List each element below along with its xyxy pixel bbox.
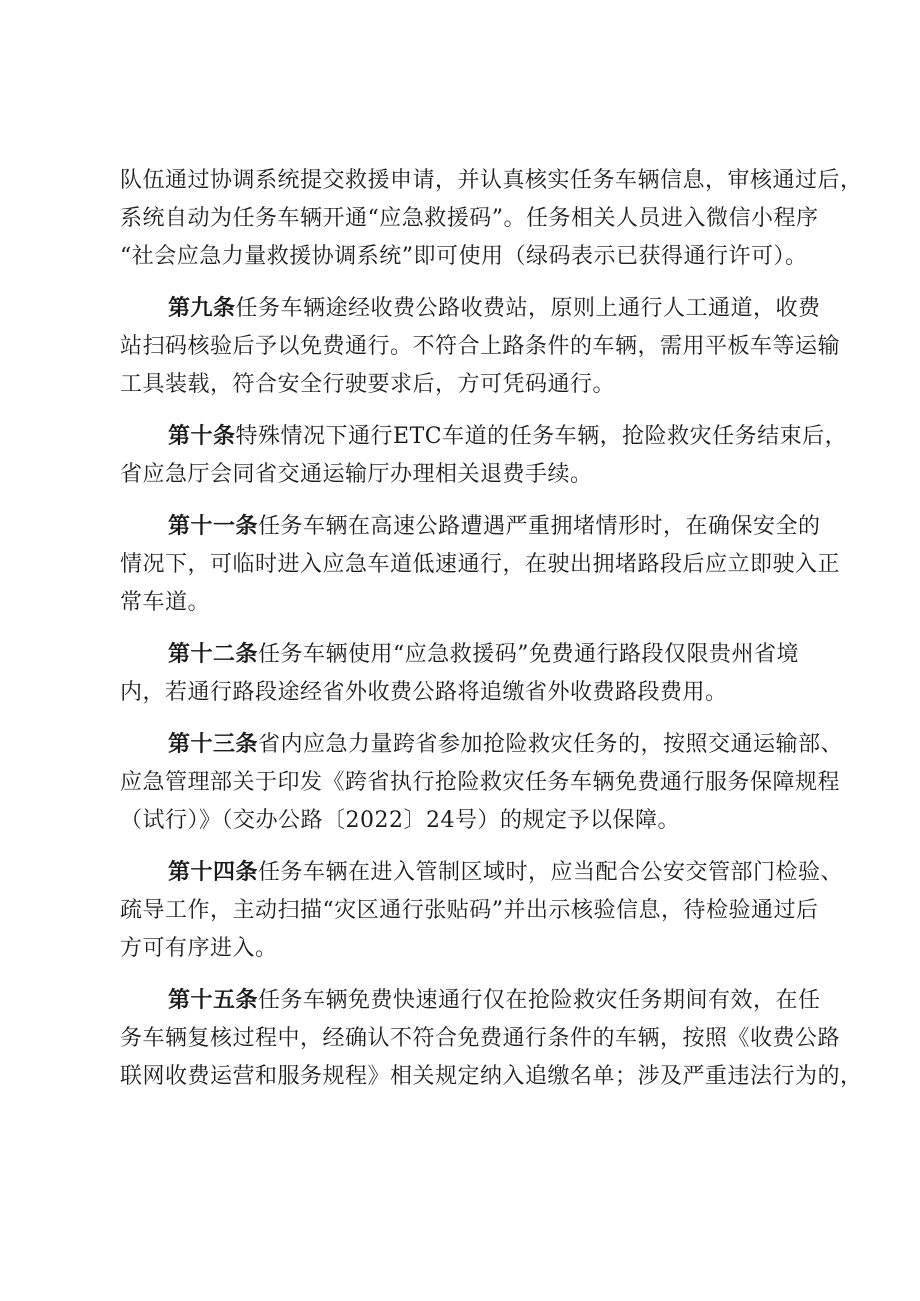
text-span: 任务车辆在高速公路遭遇严重拥堵情形时，在确保安全的 — [258, 514, 821, 539]
article-heading: 第十一条 — [168, 514, 259, 539]
article-heading: 第十五条 — [168, 988, 259, 1013]
article-14 — [120, 854, 844, 968]
article-heading: 第十四条 — [168, 860, 259, 885]
article-heading: 第九条 — [168, 296, 236, 321]
article-heading: 第十二条 — [168, 642, 259, 667]
text-line — [120, 982, 832, 1020]
text-line: 疏导工作，主动扫描“灾区通行张贴码”并出示核验信息，待检验通过后 — [120, 898, 819, 923]
text-span: 任务车辆在进入管制区域时，应当配合公安交管部门检验、 — [258, 860, 844, 885]
text-line — [120, 418, 848, 456]
paragraph-continuation — [120, 162, 863, 276]
text-line — [120, 508, 832, 546]
text-line: 情况下，可临时进入应急车道低速通行，在驶出拥堵路段后应立即驶入正 — [120, 552, 841, 577]
text-line: 系统自动为任务车辆开通“应急救援码”。任务相关人员进入微信小程序 — [120, 206, 819, 231]
text-line: 站扫码核验后予以免费通行。不符合上路条件的车辆，需用平板车等运输 — [120, 334, 841, 359]
text-line: 应急管理部关于印发《跨省执行抢险救灾任务车辆免费通行服务保障规程 — [120, 770, 841, 795]
article-11 — [120, 508, 841, 622]
article-15 — [120, 982, 863, 1096]
article-12 — [120, 636, 832, 712]
article-9 — [120, 290, 841, 404]
text-span: 任务车辆途经收费公路收费站，原则上通行人工通道，收费 — [235, 296, 821, 321]
text-line: 省应急厅会同省交通运输厅办理相关退费手续。 — [120, 462, 593, 487]
text-line — [120, 726, 844, 764]
article-heading: 第十三条 — [168, 732, 259, 757]
text-line: 常车道。 — [120, 590, 211, 615]
article-13 — [120, 726, 844, 840]
text-line — [120, 854, 844, 892]
text-line: （试行）》（交办公路〔2022〕24号）的规定予以保障。 — [120, 808, 680, 833]
text-span: 特殊情况下通行ETC车道的任务车辆，抢险救灾任务结束后， — [235, 424, 848, 449]
text-span: 省内应急力量跨省参加抢险救灾任务的，按照交通运输部、 — [258, 732, 844, 757]
text-span: 任务车辆免费快速通行仅在抢险救灾任务期间有效，在任 — [258, 988, 821, 1013]
text-line: 工具装载，符合安全行驶要求后，方可凭码通行。 — [120, 372, 616, 397]
article-heading: 第十条 — [168, 424, 236, 449]
text-line — [120, 636, 832, 674]
article-10 — [120, 418, 848, 494]
document-page — [120, 162, 863, 1110]
text-line: 联网收费运营和服务规程》相关规定纳入追缴名单；涉及严重违法行为的， — [120, 1064, 863, 1089]
text-span: 任务车辆使用“应急救援码”免费通行路段仅限贵州省境 — [258, 642, 800, 667]
text-line: 务车辆复核过程中，经确认不符合免费通行条件的车辆，按照《收费公路 — [120, 1026, 841, 1051]
text-line: “社会应急力量救援协调系统”即可使用（绿码表示已获得通行许可）。 — [120, 244, 808, 269]
text-line: 队伍通过协调系统提交救援申请，并认真核实任务车辆信息，审核通过后， — [120, 168, 863, 193]
text-line — [120, 290, 832, 328]
text-line: 方可有序进入。 — [120, 936, 278, 961]
text-line: 内，若通行路段途经省外收费公路将追缴省外收费路段费用。 — [120, 680, 728, 705]
